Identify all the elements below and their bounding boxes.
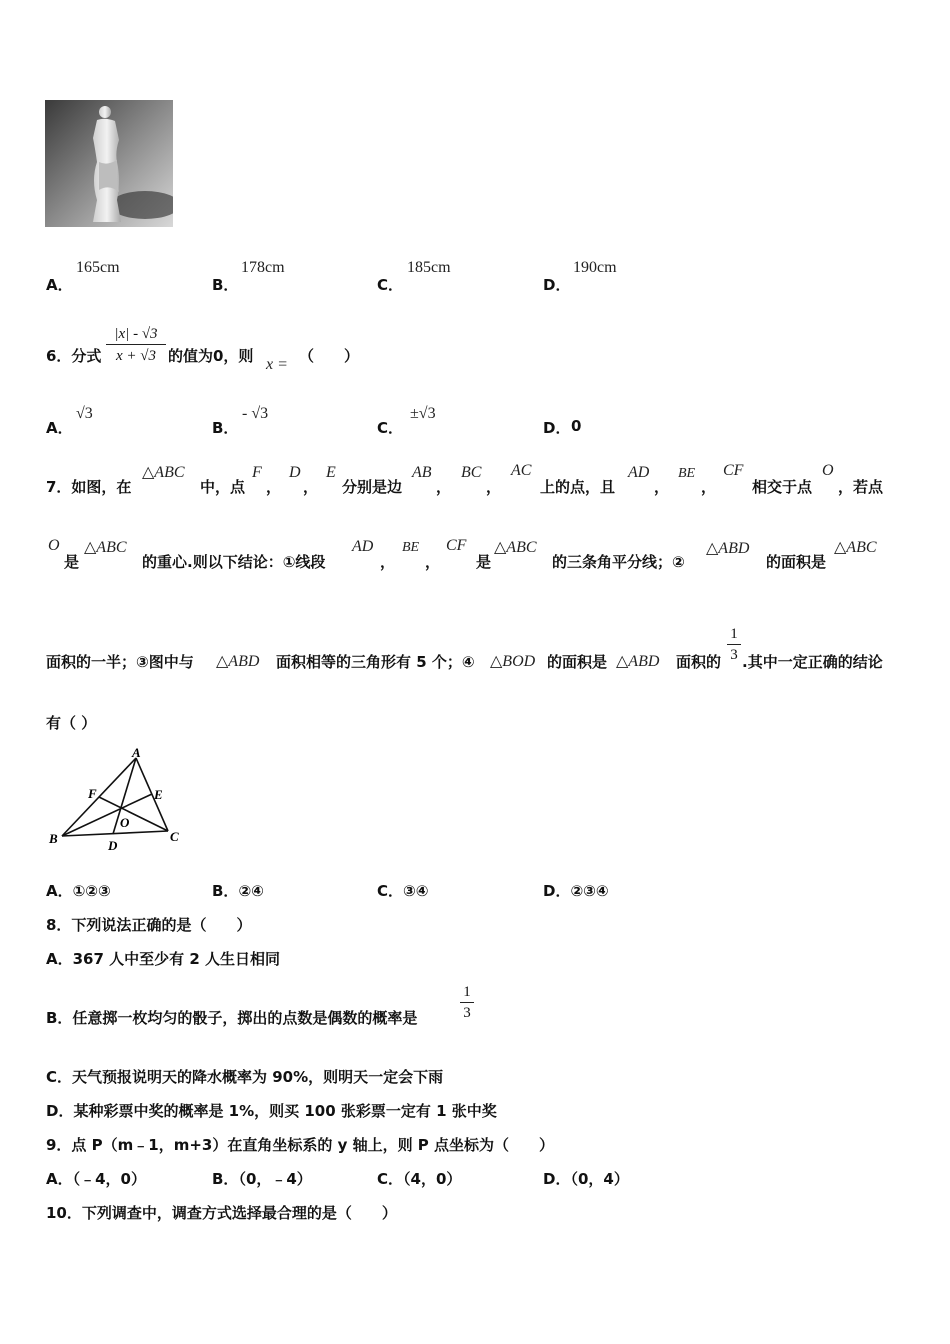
q7-tri-abc-3: △ABC bbox=[494, 539, 537, 556]
q9-stem: 9．点 P（m﹣1，m+3）在直角坐标系的 y 轴上，则 P 点坐标为（ ） bbox=[46, 1136, 555, 1154]
q7-line3-d: 面积的 bbox=[676, 653, 722, 671]
q7-comma-3: ， bbox=[436, 478, 452, 496]
label-e: E bbox=[154, 787, 163, 802]
q7-line2-b: 的三条角平分线；② bbox=[552, 553, 685, 571]
q9-option-d: D．（0，4） bbox=[543, 1170, 629, 1188]
q7-tri-abc-2: △ABC bbox=[84, 539, 127, 556]
q8-option-d: D．某种彩票中奖的概率是 1%，则买 100 张彩票一定有 1 张中奖 bbox=[46, 1102, 497, 1120]
q7-tri-abd-3: △ABD bbox=[616, 653, 660, 670]
q7-line4: 有（ ） bbox=[46, 714, 97, 732]
q7-seg-bc: BC bbox=[461, 464, 482, 481]
q6-fraction bbox=[106, 324, 166, 367]
q8-frac-den: 3 bbox=[460, 1002, 474, 1023]
q10-stem: 10．下列调查中，调查方式选择最合理的是（ ） bbox=[46, 1204, 397, 1222]
q7-option-d: D．②③④ bbox=[543, 882, 609, 900]
q7-frac-den: 3 bbox=[727, 644, 741, 665]
q8-frac-num: 1 bbox=[463, 984, 471, 1000]
q7-option-c: C．③④ bbox=[377, 882, 429, 900]
q7-line3-c: 的面积是 bbox=[547, 653, 608, 671]
q7-line3-e: .其中一定正确的结论 bbox=[742, 653, 883, 671]
triangle-figure bbox=[46, 746, 186, 854]
q7-line1-c: 分别是边 bbox=[342, 478, 403, 496]
q8-option-b: B．任意掷一枚均匀的骰子，掷出的点数是偶数的概率是 bbox=[46, 1009, 418, 1027]
q7-comma-8: ， bbox=[425, 553, 441, 571]
side-bc bbox=[62, 831, 168, 836]
q8-stem: 8．下列说法正确的是（ ） bbox=[46, 916, 252, 934]
q7-point-e: E bbox=[326, 464, 336, 481]
q7-line3-b: 面积相等的三角形有 5 个；④ bbox=[276, 653, 475, 671]
q7-seg-be: BE bbox=[678, 466, 696, 481]
q7-line2-c: 的面积是 bbox=[766, 553, 827, 571]
q6-var: x = bbox=[266, 356, 288, 373]
q6-numerator: |x| - √3 bbox=[114, 326, 158, 342]
q7-seg-cf-2: CF bbox=[446, 537, 467, 554]
q7-seg-be-2: BE bbox=[402, 540, 420, 555]
q9-option-c: C．（4，0） bbox=[377, 1170, 462, 1188]
q6-prefix: 6．分式 bbox=[46, 347, 102, 365]
label-a: A bbox=[132, 746, 141, 760]
q7-line2-a: 的重心.则以下结论：①线段 bbox=[142, 553, 326, 571]
q7-line1-a: 7．如图，在 bbox=[46, 478, 132, 496]
q7-option-b: B．②④ bbox=[212, 882, 264, 900]
q7-line1-b: 中，点 bbox=[200, 478, 246, 496]
q7-comma-6: ， bbox=[701, 478, 717, 496]
q7-point-d: D bbox=[289, 464, 301, 481]
q7-tri-abd-2: △ABD bbox=[216, 653, 260, 670]
q9-option-b: B．（0，﹣4） bbox=[212, 1170, 312, 1188]
q7-seg-ab: AB bbox=[412, 464, 432, 481]
q7-tri-bod: △BOD bbox=[490, 653, 536, 670]
label-c: C bbox=[170, 829, 179, 844]
q7-tri-abc-1: △ABC bbox=[142, 464, 185, 481]
q7-option-a: A．①②③ bbox=[46, 882, 111, 900]
q7-tri-abd-1: △ABD bbox=[706, 540, 750, 557]
q9-option-a: A．（﹣4，0） bbox=[46, 1170, 146, 1188]
label-f: F bbox=[88, 786, 97, 801]
q7-seg-ac: AC bbox=[511, 462, 532, 479]
q7-comma-1: ， bbox=[266, 478, 282, 496]
q7-comma-5: ， bbox=[654, 478, 670, 496]
label-b: B bbox=[49, 831, 58, 846]
q7-line3-a: 面积的一半；③图中与 bbox=[46, 653, 194, 671]
q7-frac-num: 1 bbox=[730, 626, 738, 642]
label-o: O bbox=[120, 815, 130, 830]
q7-line2-shi: 是 bbox=[64, 553, 80, 571]
q7-comma-7: ， bbox=[380, 553, 396, 571]
q7-line1-d: 上的点，且 bbox=[540, 478, 616, 496]
q8-fraction-third bbox=[460, 982, 474, 1023]
statue-photo bbox=[45, 100, 173, 227]
q6-denominator: x + √3 bbox=[106, 344, 166, 367]
label-d: D bbox=[108, 838, 118, 853]
q7-point-o-2: O bbox=[48, 537, 60, 554]
q7-comma-2: ， bbox=[303, 478, 319, 496]
q7-line2-shi-2: 是 bbox=[476, 553, 492, 571]
q6-paren: （ ） bbox=[299, 347, 360, 365]
q7-seg-ad: AD bbox=[628, 464, 650, 481]
q7-line1-f: ，若点 bbox=[838, 478, 884, 496]
q7-seg-cf: CF bbox=[723, 462, 744, 479]
q7-point-o: O bbox=[822, 462, 834, 479]
q8-option-c: C．天气预报说明天的降水概率为 90%，则明天一定会下雨 bbox=[46, 1068, 444, 1086]
q7-seg-ad-2: AD bbox=[352, 538, 374, 555]
q7-point-f: F bbox=[252, 464, 262, 481]
q6-mid: 的值为0，则 bbox=[168, 347, 254, 365]
q7-tri-abc-4: △ABC bbox=[834, 539, 877, 556]
q7-comma-4: ， bbox=[486, 478, 502, 496]
q8-option-a: A．367 人中至少有 2 人生日相同 bbox=[46, 950, 281, 968]
q7-line1-e: 相交于点 bbox=[752, 478, 813, 496]
q7-fraction-third bbox=[727, 624, 741, 665]
